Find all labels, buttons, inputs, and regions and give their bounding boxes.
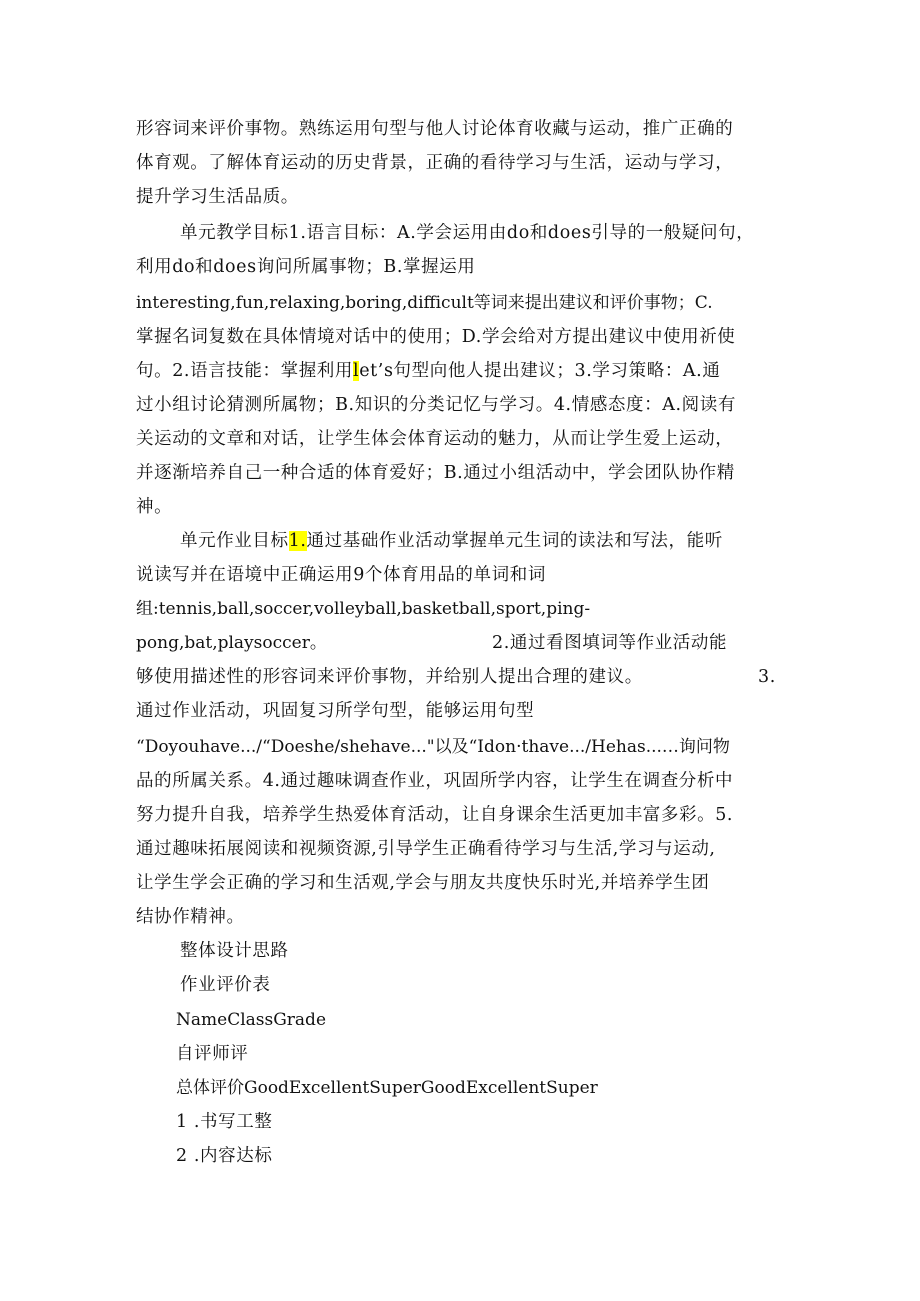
text-line: 3. xyxy=(758,667,776,687)
text-line: 结协作精神。 xyxy=(136,907,245,927)
text-segment: 通过基础作业活动掌握单元生词的读法和写法，能听 xyxy=(306,531,723,551)
text-line: 过小组讨论猜测所属物；B.知识的分类记忆与学习。4.情感态度：A.阅读有 xyxy=(136,395,736,415)
text-line xyxy=(136,354,796,388)
text-line: “Doyouhave.../“Doeshe/shehave..."以及“Idon·thave.../Hehas...…询问物 xyxy=(136,737,730,757)
text-segment: et’s句型向他人提出建议；3.学习策略：A.通 xyxy=(359,361,721,381)
text-line: 利用do和does询问所属事物；B.掌握运用 xyxy=(136,257,476,277)
text-line: 神。 xyxy=(136,497,173,517)
highlighted-text: 1. xyxy=(288,531,307,551)
text-line xyxy=(180,524,796,558)
text-line: 通过趣味拓展阅读和视频资源,引导学生正确看待学习与生活,学习与运动, xyxy=(136,839,716,859)
criteria-item: 2 .内容达标 xyxy=(176,1146,273,1166)
text-line: 品的所属关系。4.通过趣味调查作业，巩固所学内容，让学生在调查分析中 xyxy=(136,771,734,791)
table-eval-row: 自评师评 xyxy=(176,1044,249,1064)
text-segment: 单元作业目标 xyxy=(180,531,289,551)
text-line: 努力提升自我，培养学生热爱体育活动，让自身课余生活更加丰富多彩。5. xyxy=(136,805,734,825)
text-line: pong,bat,playsoccer。 xyxy=(136,633,327,653)
text-line: 形容词来评价事物。熟练运用句型与他人讨论体育收藏与运动，推广正确的 xyxy=(136,119,734,139)
table-header-row: NameClassGrade xyxy=(176,1010,327,1030)
text-line: 2.通过看图填词等作业活动能 xyxy=(492,633,728,653)
text-line: 够使用描述性的形容词来评价事物，并给别人提出合理的建议。 xyxy=(136,667,643,687)
text-line: 让学生学会正确的学习和生活观,学会与朋友共度快乐时光,并培养学生团 xyxy=(136,873,710,893)
text-line: 单元教学目标1.语言目标：A.学会运用由do和does引导的一般疑问句， xyxy=(180,223,755,243)
highlighted-text: l xyxy=(353,361,360,381)
table-title: 作业评价表 xyxy=(180,975,271,995)
text-line: 并逐渐培养自己一种合适的体育爱好；B.通过小组活动中，学会团队协作精 xyxy=(136,463,735,483)
text-line: 体育观。了解体育运动的历史背景，正确的看待学习与生活，运动与学习， xyxy=(136,153,734,173)
section-heading: 整体设计思路 xyxy=(180,941,289,961)
table-overall-row: 总体评价GoodExcellentSuperGoodExcellentSuper xyxy=(176,1078,598,1098)
text-line: 关运动的文章和对话，让学生体会体育运动的魅力，从而让学生爱上运动， xyxy=(136,429,734,449)
text-line: 提升学习生活品质。 xyxy=(136,187,299,207)
criteria-item: 1 .书写工整 xyxy=(176,1112,273,1132)
text-line: 说读写并在语境中正确运用9个体育用品的单词和词 xyxy=(136,565,546,585)
text-segment: 句。2.语言技能：掌握利用 xyxy=(136,361,353,381)
text-line: 通过作业活动，巩固复习所学句型，能够运用句型 xyxy=(136,701,535,721)
text-line: interesting,fun,relaxing,boring,difficult等词来提出建议和评价事物；C. xyxy=(136,293,713,313)
text-line: 掌握名词复数在具体情境对话中的使用；D.学会给对方提出建议中使用祈使 xyxy=(136,327,736,347)
text-line: 组:tennis,ball,soccer,volleyball,basketball,sport,ping- xyxy=(136,599,591,619)
